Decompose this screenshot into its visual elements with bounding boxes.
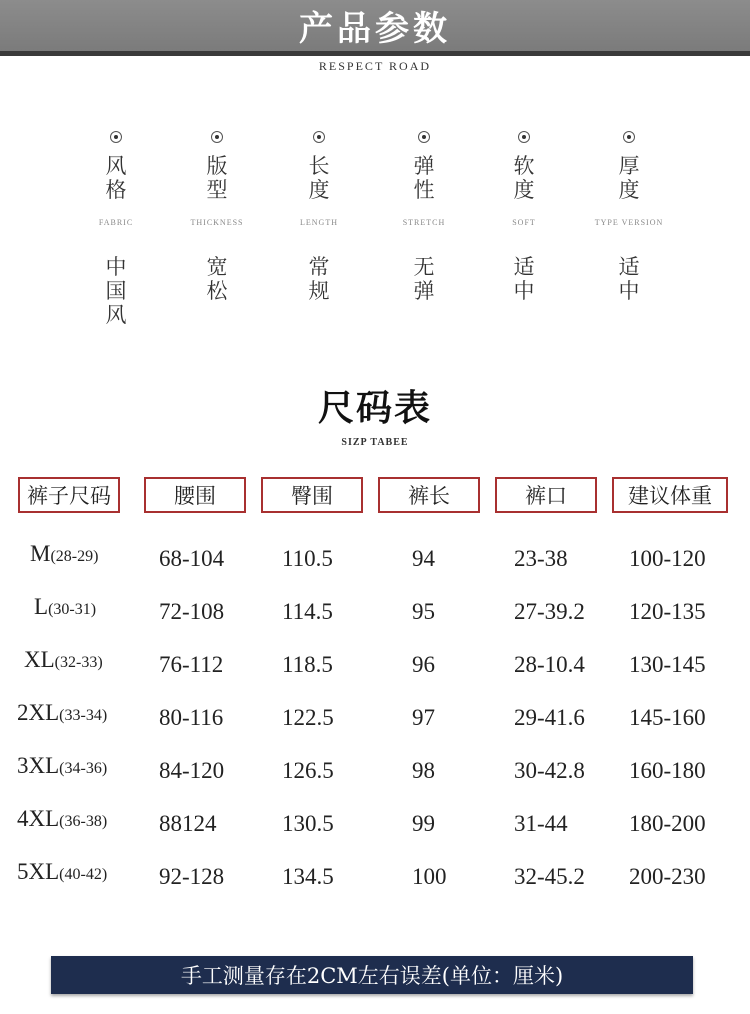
radio-dot-icon: [623, 131, 635, 143]
radio-dot-icon: [518, 131, 530, 143]
table-cell-waist: 68-104: [159, 546, 225, 571]
table-cell-weight: 100-120: [629, 546, 706, 571]
attribute-column: [374, 128, 474, 303]
table-cell-waist: 88124: [159, 811, 217, 836]
table-cell-hem: 30-42.8: [514, 758, 585, 783]
table-cell-hem: 28-10.4: [514, 652, 585, 677]
attribute-value: 宽松: [206, 255, 228, 303]
attribute-value: 无弹: [413, 255, 435, 303]
size-code: 2XL: [17, 700, 60, 725]
size-range: (34-36): [59, 760, 108, 777]
attribute-column: [269, 128, 369, 303]
table-cell-length: 98: [412, 758, 435, 783]
attribute-name: 弹性: [413, 154, 435, 202]
table-cell-waist: 76-112: [159, 652, 224, 677]
table-cell-waist: 84-120: [159, 758, 225, 783]
attribute-english-label: FABRIC: [98, 218, 134, 227]
table-cell-hip: 126.5: [282, 758, 334, 783]
size-range: (28-29): [50, 548, 99, 565]
table-cell-waist: 92-128: [159, 864, 225, 889]
size-label: [34, 594, 96, 620]
size-code: 5XL: [17, 859, 60, 884]
size-chart-subtitle: SIZP TABEE: [341, 437, 409, 448]
table-cell-length: 100: [412, 864, 447, 889]
table-cell-weight: 180-200: [629, 811, 706, 836]
size-code: L: [34, 594, 49, 619]
attribute-english-label: LENGTH: [300, 218, 338, 227]
size-label: [30, 541, 98, 567]
attribute-english-label: THICKNESS: [190, 218, 244, 227]
radio-dot-icon: [110, 131, 122, 143]
attribute-column: [474, 128, 574, 303]
size-code: 3XL: [17, 753, 60, 778]
table-cell-length: 95: [412, 599, 435, 624]
table-header-cell: 裤口: [495, 477, 597, 513]
size-label: [17, 859, 107, 885]
size-range: (30-31): [48, 601, 97, 618]
table-header-cell: 裤长: [378, 477, 480, 513]
size-label: [17, 806, 107, 832]
header-banner: [0, 0, 750, 56]
table-cell-length: 94: [412, 546, 435, 571]
table-cell-length: 99: [412, 811, 435, 836]
size-code: XL: [24, 647, 55, 672]
size-code: M: [30, 541, 51, 566]
table-cell-weight: 130-145: [629, 652, 706, 677]
attribute-value: 常规: [308, 255, 330, 303]
table-cell-hem: 32-45.2: [514, 864, 585, 889]
size-label: [17, 753, 107, 779]
size-range: (36-38): [59, 813, 108, 830]
attribute-column: [579, 128, 679, 303]
table-header-cell: 裤子尺码: [18, 477, 120, 513]
table-cell-hem: 23-38: [514, 546, 568, 571]
table-cell-weight: 120-135: [629, 599, 706, 624]
attribute-value: 中国风: [105, 255, 127, 327]
table-cell-waist: 80-116: [159, 705, 224, 730]
table-cell-hem: 31-44: [514, 811, 568, 836]
size-range: (32-33): [54, 654, 103, 671]
attribute-value: 适中: [618, 255, 640, 303]
table-cell-waist: 72-108: [159, 599, 225, 624]
size-chart-title: 尺码表: [317, 387, 432, 429]
table-header-cell: 臀围: [261, 477, 363, 513]
table-cell-hip: 130.5: [282, 811, 334, 836]
table-cell-hem: 29-41.6: [514, 705, 585, 730]
table-header-cell: 建议体重: [612, 477, 728, 513]
size-label: [24, 647, 103, 673]
measurement-note: [51, 956, 693, 994]
attribute-value: 适中: [513, 255, 535, 303]
attribute-english-label: SOFT: [512, 218, 536, 227]
table-cell-hem: 27-39.2: [514, 599, 585, 624]
attribute-name: 版型: [206, 154, 228, 202]
radio-dot-icon: [211, 131, 223, 143]
table-cell-hip: 122.5: [282, 705, 334, 730]
attribute-name: 风格: [105, 154, 127, 202]
table-cell-length: 96: [412, 652, 435, 677]
table-cell-hip: 114.5: [282, 599, 333, 624]
size-code: 4XL: [17, 806, 60, 831]
attribute-name: 软度: [513, 154, 535, 202]
attribute-english-label: TYPE VERSION: [594, 218, 664, 227]
attribute-name: 长度: [308, 154, 330, 202]
attribute-column: [66, 128, 166, 327]
brand-subtitle: RESPECT ROAD: [318, 59, 432, 73]
table-cell-weight: 200-230: [629, 864, 706, 889]
table-cell-weight: 145-160: [629, 705, 706, 730]
size-range: (33-34): [59, 707, 108, 724]
measurement-note-text: 手工测量存在2CM左右误差(单位：厘米): [180, 964, 564, 988]
table-cell-length: 97: [412, 705, 435, 730]
radio-dot-icon: [418, 131, 430, 143]
size-range: (40-42): [59, 866, 108, 883]
attribute-name: 厚度: [618, 154, 640, 202]
table-cell-weight: 160-180: [629, 758, 706, 783]
radio-dot-icon: [313, 131, 325, 143]
attribute-english-label: STRETCH: [402, 218, 446, 227]
attribute-column: [167, 128, 267, 303]
table-header-cell: 腰围: [144, 477, 246, 513]
page-title: 产品参数: [299, 9, 451, 49]
table-cell-hip: 134.5: [282, 864, 334, 889]
table-cell-hip: 110.5: [282, 546, 333, 571]
table-cell-hip: 118.5: [282, 652, 333, 677]
size-label: [17, 700, 107, 726]
